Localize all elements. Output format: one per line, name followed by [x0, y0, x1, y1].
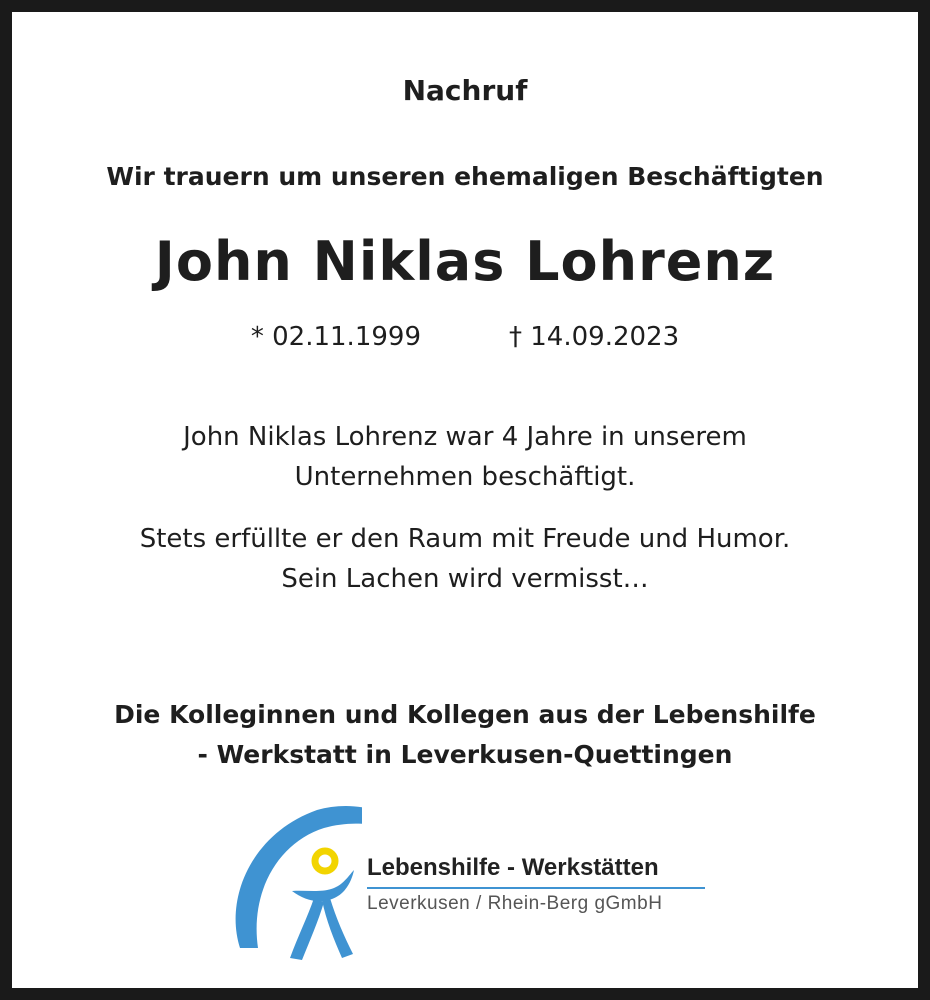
- paragraph-line: John Niklas Lohrenz war 4 Jahre in unserem: [183, 422, 747, 452]
- paragraph-line: Stets erfüllte er den Raum mit Freude und Humor.: [139, 524, 791, 554]
- logo-arms: [292, 870, 354, 901]
- dates-line: [12, 322, 918, 352]
- signature-line: Die Kolleginnen und Kollegen aus der Lebenshilfe: [114, 700, 816, 729]
- death-date: † 14.09.2023: [509, 322, 680, 352]
- obituary-card: [12, 12, 918, 988]
- logo-leg-left: [290, 898, 324, 960]
- logo-leg-right: [322, 898, 353, 958]
- logo-divider: [367, 887, 705, 889]
- paragraph-remembrance: [12, 519, 918, 599]
- deceased-name: John Niklas Lohrenz: [154, 230, 776, 293]
- signature: [12, 695, 918, 775]
- logo-title: Lebenshilfe - Werkstätten: [367, 854, 659, 881]
- logo-arc: [236, 806, 362, 948]
- organization-logo: [222, 798, 722, 963]
- paragraph-employment: [12, 417, 918, 497]
- paragraph-line: Sein Lachen wird vermisst…: [281, 564, 649, 594]
- logo-subtitle: Leverkusen / Rhein-Berg gGmbH: [367, 893, 663, 914]
- signature-line: - Werkstatt in Leverkusen-Quettingen: [197, 740, 733, 769]
- logo-head: [315, 851, 335, 871]
- heading: Nachruf: [402, 74, 528, 107]
- paragraph-line: Unternehmen beschäftigt.: [294, 462, 636, 492]
- lebenshilfe-figure-icon: [222, 798, 362, 963]
- birth-date: * 02.11.1999: [250, 322, 421, 352]
- intro-text: Wir trauern um unseren ehemaligen Beschäftigten: [106, 162, 824, 191]
